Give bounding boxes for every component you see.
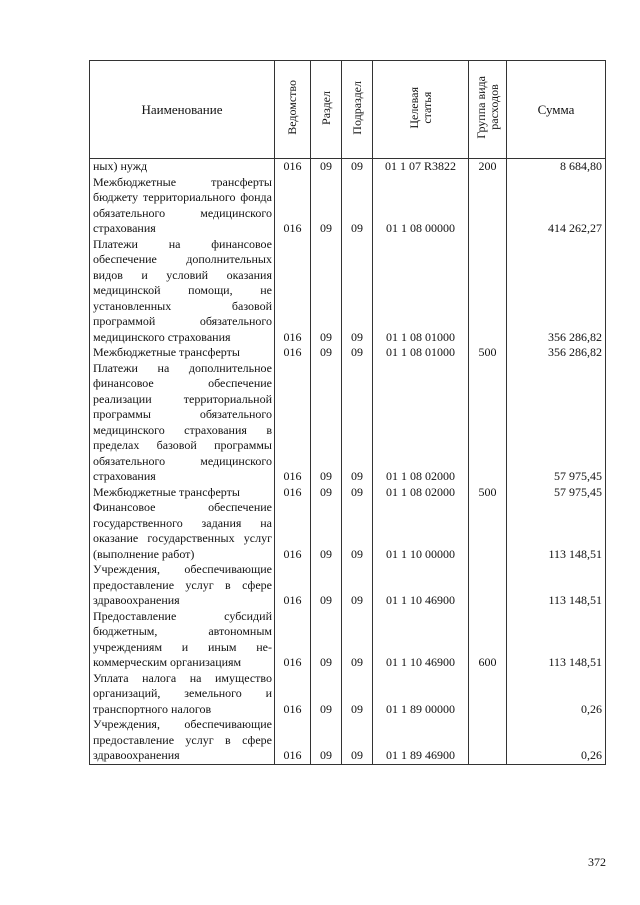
cell-ved: 016 [275,361,311,485]
cell-razd: 09 [311,159,342,175]
cell-ved: 016 [275,562,311,609]
cell-podr: 09 [342,345,373,361]
header-celevaya-cell [373,61,469,159]
cell-cel: 01 1 89 46900 [373,717,469,764]
cell-grp: 500 [469,485,507,501]
cell-sum: 356 286,82 [507,345,606,361]
cell-razd: 09 [311,361,342,485]
cell-ved: 016 [275,500,311,562]
cell-podr: 09 [342,237,373,346]
cell-cel: 01 1 08 02000 [373,485,469,501]
cell-cel: 01 1 89 00000 [373,671,469,718]
header-gruppa [475,76,501,139]
cell-sum: 414 262,27 [507,175,606,237]
header-razdel-cell [311,61,342,159]
cell-ved: 016 [275,485,311,501]
cell-grp [469,500,507,562]
budget-table [89,60,606,765]
cell-cel: 01 1 07 R3822 [373,159,469,175]
cell-podr: 09 [342,175,373,237]
header-gruppa-line2: расходов [486,84,501,131]
table-row [90,485,606,501]
cell-podr: 09 [342,671,373,718]
cell-name: Платежи на дополнительное финансовое обеспечение реализации территориальной программы обязательного медицинского страхования в пределах базовой программы обязательного медицинского страхования [90,361,275,485]
cell-sum: 113 148,51 [507,562,606,609]
table-row [90,159,606,175]
cell-ved: 016 [275,717,311,764]
cell-podr: 09 [342,562,373,609]
table-row [90,717,606,764]
header-gruppa-cell [469,61,507,159]
cell-sum: 356 286,82 [507,237,606,346]
cell-razd: 09 [311,609,342,671]
cell-razd: 09 [311,500,342,562]
cell-name: Платежи на финансовое обеспечение дополнительных видов и условий оказания медицинской помощи, не установленных базовой программой обязательного медицинского страхования [90,237,275,346]
cell-name: Предоставление субсидий бюджетным, автономным учреждениям и иным некоммерческим организациям [90,609,275,671]
cell-grp [469,717,507,764]
cell-name: Межбюджетные трансферты бюджету территориального фонда обязательного медицинского страхования [90,175,275,237]
cell-podr: 09 [342,361,373,485]
page-number: 372 [588,855,606,869]
cell-ved: 016 [275,237,311,346]
cell-ved: 016 [275,609,311,671]
table-row [90,609,606,671]
cell-sum: 0,26 [507,671,606,718]
cell-grp [469,671,507,718]
cell-grp [469,237,507,346]
cell-sum: 8 684,80 [507,159,606,175]
cell-razd: 09 [311,485,342,501]
header-vedomstvo: Ведомство [285,80,299,135]
cell-ved: 016 [275,671,311,718]
header-podrazdel-cell [342,61,373,159]
cell-razd: 09 [311,175,342,237]
cell-cel: 01 1 10 46900 [373,562,469,609]
cell-cel: 01 1 08 01000 [373,345,469,361]
cell-cel: 01 1 08 00000 [373,175,469,237]
cell-name: Учреждения, обеспечивающие предоставление услуг в сфере здравоохранения [90,717,275,764]
cell-name: Финансовое обеспечение государственного задания на оказание государственных услуг (выполнение работ) [90,500,275,562]
table-row [90,361,606,485]
cell-grp [469,175,507,237]
cell-name: Межбюджетные трансферты [90,345,275,361]
cell-grp [469,562,507,609]
cell-sum: 57 975,45 [507,485,606,501]
header-vedomstvo-cell [275,61,311,159]
cell-cel: 01 1 10 46900 [373,609,469,671]
table-row [90,345,606,361]
cell-sum: 0,26 [507,717,606,764]
cell-grp: 200 [469,159,507,175]
cell-name: Учреждения, обеспечивающие предоставление услуг в сфере здравоохранения [90,562,275,609]
table-row [90,562,606,609]
cell-name: Уплата налога на имущество организаций, земельного и транспортного налогов [90,671,275,718]
cell-sum: 113 148,51 [507,500,606,562]
cell-razd: 09 [311,562,342,609]
cell-grp [469,361,507,485]
table-row [90,500,606,562]
cell-name: ных) нужд [90,159,275,175]
cell-sum: 113 148,51 [507,609,606,671]
header-celevaya-line1: Целевая [406,86,421,129]
cell-ved: 016 [275,345,311,361]
table-body [90,159,606,765]
cell-ved: 016 [275,175,311,237]
cell-cel: 01 1 10 00000 [373,500,469,562]
cell-podr: 09 [342,500,373,562]
cell-cel: 01 1 08 01000 [373,237,469,346]
cell-podr: 09 [342,159,373,175]
cell-razd: 09 [311,345,342,361]
header-name: Наименование [90,61,275,159]
cell-grp: 600 [469,609,507,671]
cell-podr: 09 [342,717,373,764]
header-gruppa-line1: Группа вида [473,76,488,139]
table-row [90,175,606,237]
cell-sum: 57 975,45 [507,361,606,485]
cell-ved: 016 [275,159,311,175]
cell-cel: 01 1 08 02000 [373,361,469,485]
header-celevaya [408,87,434,129]
cell-grp: 500 [469,345,507,361]
cell-podr: 09 [342,485,373,501]
cell-name: Межбюджетные трансферты [90,485,275,501]
table-header-row [90,61,606,159]
header-razdel: Раздел [318,90,333,125]
header-celevaya-line2: статья [419,91,434,124]
cell-razd: 09 [311,671,342,718]
header-podrazdel: Подраздел [349,80,364,135]
cell-razd: 09 [311,717,342,764]
cell-razd: 09 [311,237,342,346]
cell-podr: 09 [342,609,373,671]
table-row [90,237,606,346]
table-row [90,671,606,718]
header-summa: Сумма [507,61,606,159]
